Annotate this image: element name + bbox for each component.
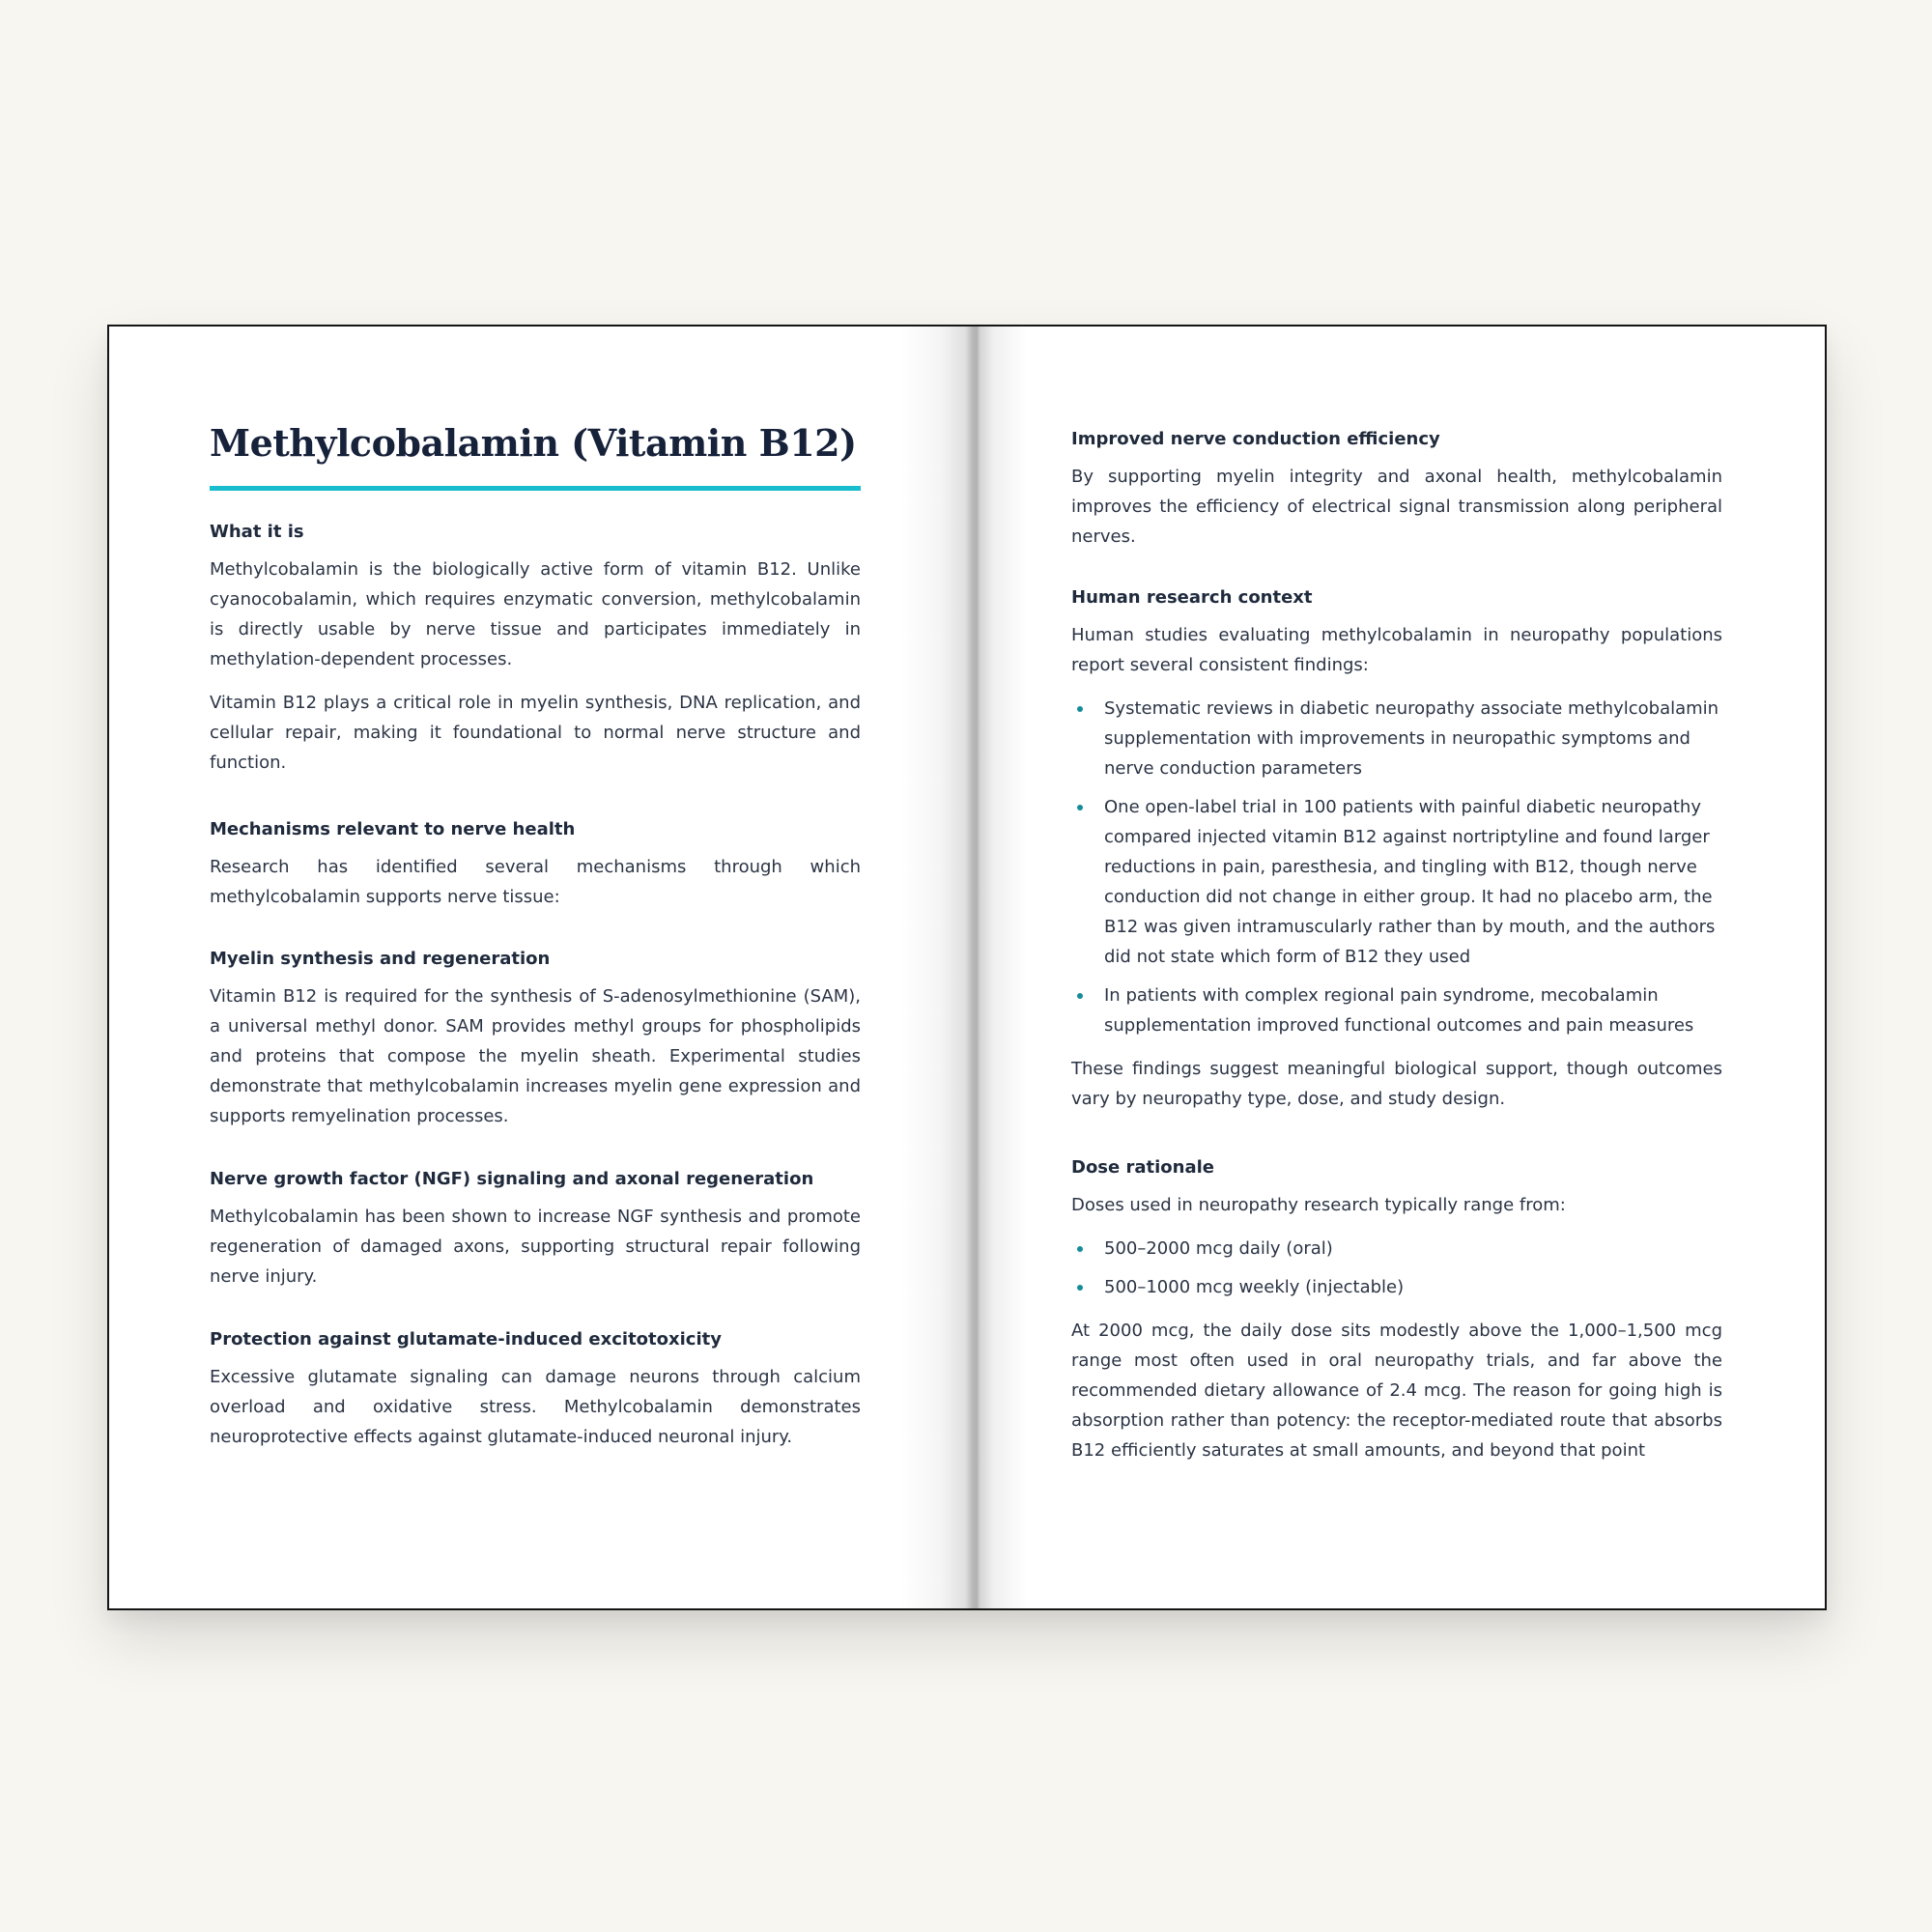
section-mechanisms xyxy=(210,817,861,912)
section-ngf xyxy=(210,1167,861,1292)
list-item-text: One open-label trial in 100 patients with painful diabetic neuropathy compared injected vitamin B12 against nortriptyline and found larger reductions in pain, paresthesia, and tingling with B12, though nerve conduction did not change in either group. It had no placebo arm, the B12 was given intramuscularly rather than by mouth, and the authors did not state which form of B12 they used xyxy=(1104,797,1716,967)
spine-shadow xyxy=(901,327,1027,1608)
section-heading: Dose rationale xyxy=(1071,1157,1214,1178)
page-title: Methylcobalamin (Vitamin B12) xyxy=(210,421,857,465)
list-item-text: In patients with complex regional pain syndrome, mecobalamin supplementation improved functional outcomes and pain measures xyxy=(1104,985,1694,1036)
list-item-text: 500–2000 mcg daily (oral) xyxy=(1104,1238,1333,1259)
bullet-icon xyxy=(1077,993,1083,999)
paragraph: Methylcobalamin has been shown to increase NGF synthesis and promote regeneration of damaged axons, supporting structural repair following nerve injury. xyxy=(210,1207,861,1287)
section-what-it-is xyxy=(210,520,861,778)
title-underline xyxy=(210,486,861,491)
section-heading: Protection against glutamate-induced excitotoxicity xyxy=(210,1329,722,1350)
section-heading: Human research context xyxy=(1071,587,1313,608)
section-glutamate xyxy=(210,1327,861,1452)
list-item xyxy=(1071,1234,1722,1264)
list-item xyxy=(1071,792,1722,972)
bullet-icon xyxy=(1077,805,1083,810)
paragraph: Vitamin B12 plays a critical role in myelin synthesis, DNA replication, and cellular repair, making it foundational to normal nerve structure and function. xyxy=(210,693,861,773)
section-heading: What it is xyxy=(210,522,304,542)
section-heading: Improved nerve conduction efficiency xyxy=(1071,429,1440,449)
section-heading: Myelin synthesis and regeneration xyxy=(210,949,551,969)
bullet-icon xyxy=(1077,706,1083,712)
list-item xyxy=(1071,694,1722,783)
section-dose xyxy=(1071,1155,1722,1465)
paragraph: Methylcobalamin is the biologically active form of vitamin B12. Unlike cyanocobalamin, which requires enzymatic conversion, methylcobalamin is directly usable by nerve tissue and participates immediately in methylation-dependent processes. xyxy=(210,559,861,669)
section-heading: Mechanisms relevant to nerve health xyxy=(210,819,576,839)
section-heading: Nerve growth factor (NGF) signaling and axonal regeneration xyxy=(210,1169,814,1189)
list-item xyxy=(1071,1272,1722,1302)
list-item xyxy=(1071,980,1722,1040)
paragraph: Research has identified several mechanisms through which methylcobalamin supports nerve tissue: xyxy=(210,857,861,907)
dose-list xyxy=(1071,1234,1722,1302)
bullet-icon xyxy=(1077,1246,1083,1252)
paragraph: Doses used in neuropathy research typically range from: xyxy=(1071,1195,1566,1215)
list-item-text: Systematic reviews in diabetic neuropathy associate methylcobalamin supplementation with improvements in neuropathic symptoms and nerve conduction parameters xyxy=(1104,698,1719,779)
findings-list xyxy=(1071,694,1722,1040)
bullet-icon xyxy=(1077,1285,1083,1291)
paragraph: By supporting myelin integrity and axonal health, methylcobalamin improves the efficiency of electrical signal transmission along peripheral nerves. xyxy=(1071,467,1722,547)
section-human-research xyxy=(1071,585,1722,1114)
paragraph: Human studies evaluating methylcobalamin in neuropathy populations report several consistent findings: xyxy=(1071,625,1722,675)
book-spread xyxy=(107,325,1827,1610)
paragraph: Excessive glutamate signaling can damage neurons through calcium overload and oxidative stress. Methylcobalamin demonstrates neuroprotective effects against glutamate-induced neuronal injury. xyxy=(210,1367,861,1447)
paragraph: These findings suggest meaningful biological support, though outcomes vary by neuropathy type, dose, and study design. xyxy=(1071,1059,1722,1109)
paragraph: At 2000 mcg, the daily dose sits modestly above the 1,000–1,500 mcg range most often used in oral neuropathy trials, and far above the recommended dietary allowance of 2.4 mcg. The reason for going high is absorption rather than potency: the receptor-mediated route that absorbs B12 efficiently saturates at small amounts, and beyond that point xyxy=(1071,1321,1722,1461)
paragraph: Vitamin B12 is required for the synthesis of S-adenosylmethionine (SAM), a universal methyl donor. SAM provides methyl groups for phospholipids and proteins that compose the myelin sheath. Experimental studies demonstrate that methylcobalamin increases myelin gene expression and supports remyelination processes. xyxy=(210,986,861,1126)
list-item-text: 500–1000 mcg weekly (injectable) xyxy=(1104,1277,1405,1297)
section-nerve-conduction xyxy=(1071,427,1722,552)
section-myelin xyxy=(210,947,861,1131)
